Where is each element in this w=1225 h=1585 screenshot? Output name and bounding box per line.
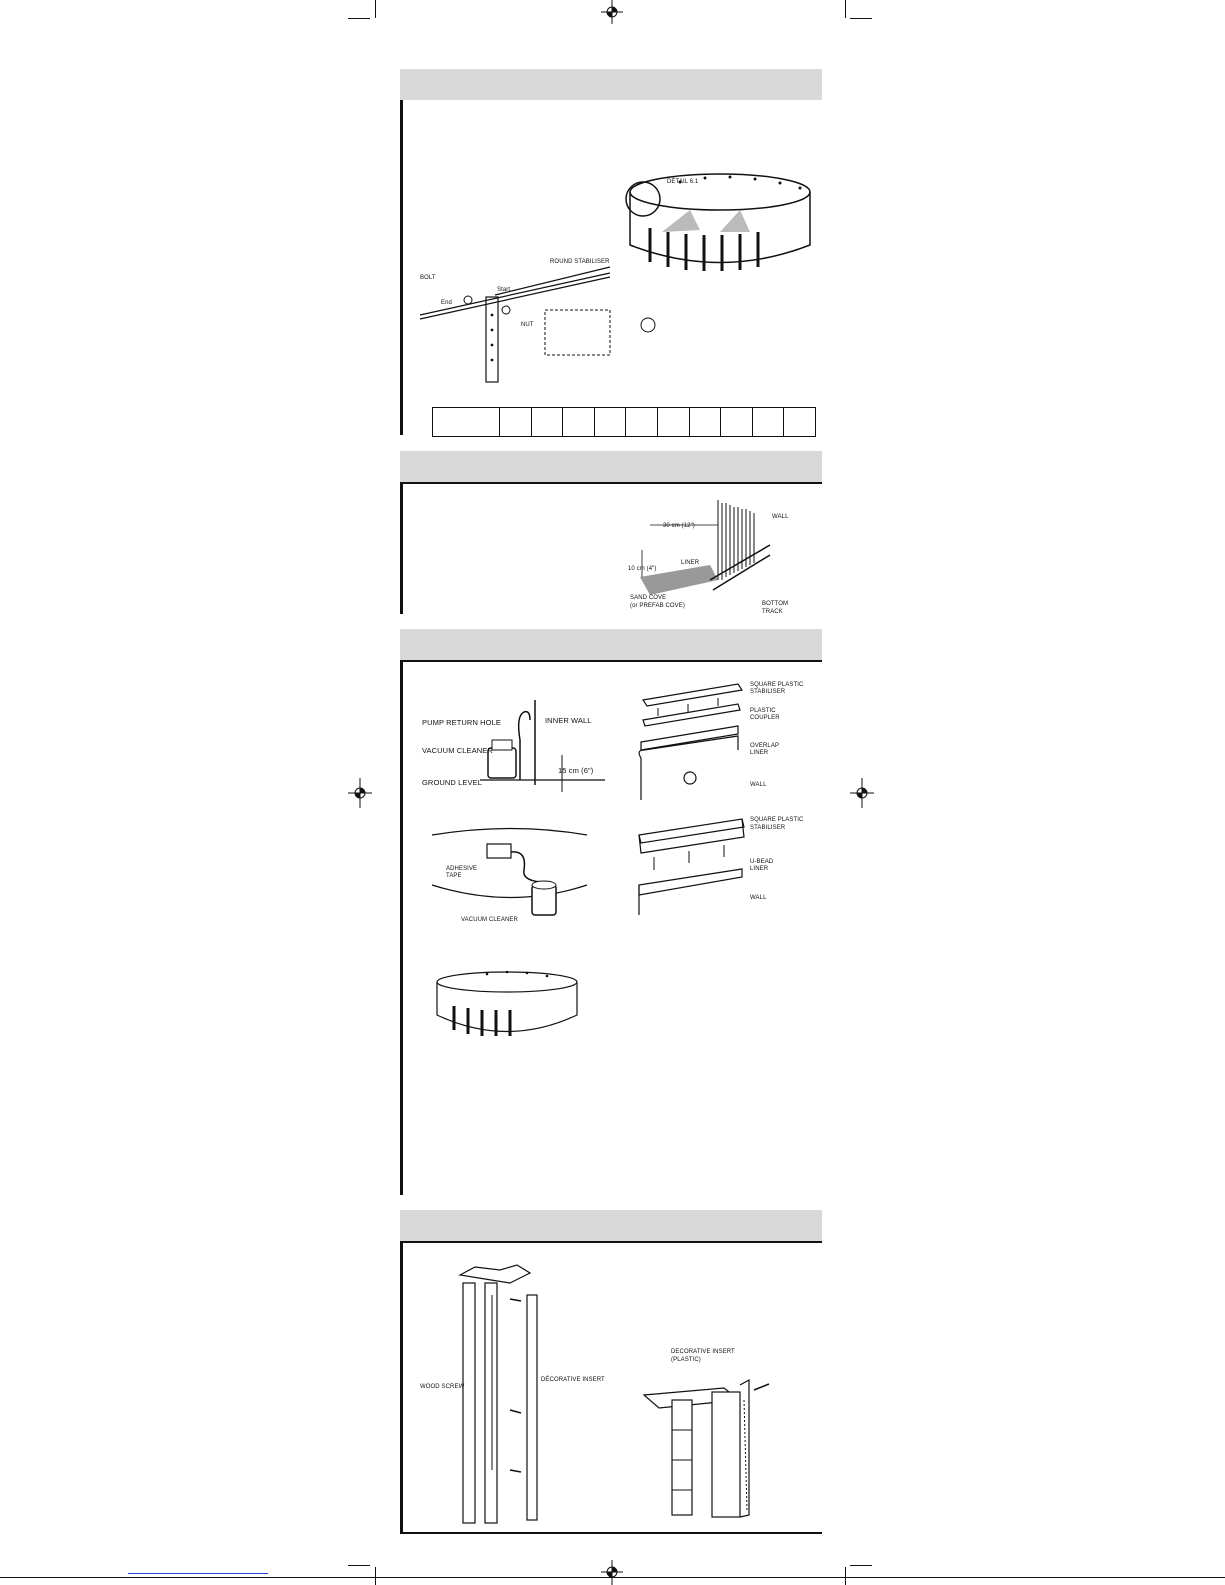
ubead-stabiliser-label-1: SQUARE PLASTIC xyxy=(750,817,804,823)
pump-return-hole-label: PUMP RETURN HOLE xyxy=(422,718,501,727)
bottom-track-label-2: TRACK xyxy=(762,609,783,615)
table-cell xyxy=(594,408,626,437)
ubead-liner-label-1: U-BEAD xyxy=(750,859,774,865)
plastic-coupler-label-2: COUPLER xyxy=(750,715,780,721)
ubead-stabiliser-label-2: STABILISER xyxy=(750,825,786,831)
registration-mark-bottom xyxy=(597,1560,627,1585)
section-4-header-band xyxy=(400,1210,822,1241)
table-cell xyxy=(784,408,816,437)
inner-wall-label: INNER WALL xyxy=(545,716,592,725)
square-stabiliser-label-1: SQUARE PLASTIC xyxy=(750,682,804,688)
detail-label: DÉTAIL 6.1 xyxy=(667,179,699,185)
height-label: 10 cm (4") xyxy=(628,566,657,572)
plastic-coupler-label-1: PLASTIC xyxy=(750,708,776,714)
overlap-liner-label-2: LINER xyxy=(750,750,769,756)
bottom-track-label-1: BOTTOM xyxy=(762,601,789,607)
distance-label: 30 cm (12") xyxy=(663,523,695,529)
section-2-top-rule xyxy=(400,482,822,484)
registration-mark-right xyxy=(850,778,874,808)
wall-label-1: WALL xyxy=(750,782,767,788)
spec-table xyxy=(432,407,816,437)
ubead-liner-label-2: LINER xyxy=(750,866,769,872)
section-2-left-rule xyxy=(400,482,403,614)
section-4-top-rule xyxy=(400,1241,822,1243)
section-3-left-rule xyxy=(400,660,403,1195)
plastic-coupler-figure xyxy=(638,680,748,800)
bolt-label: BOLT xyxy=(420,275,436,281)
adhesive-tape-label-2: TAPE xyxy=(446,873,462,879)
pump-vacuum-figure xyxy=(480,700,610,800)
nut-label: NUT xyxy=(521,322,534,328)
wood-screw-label: WOOD SCREW xyxy=(420,1384,465,1390)
table-cell xyxy=(626,408,658,437)
adhesive-tape-figure xyxy=(432,830,592,930)
table-cell xyxy=(721,408,753,437)
table-cell xyxy=(689,408,721,437)
round-stabiliser-label: ROUND STABILISER xyxy=(550,259,610,265)
clearance-label: 15 cm (6") xyxy=(558,766,594,775)
sand-cove-label-2: (or PREFAB COVE) xyxy=(630,603,685,609)
start-label: Start xyxy=(497,287,511,293)
top-ledge-insert-figure xyxy=(644,1360,784,1520)
vacuum-cleaner-label: VACUUM CLEANER xyxy=(422,746,493,755)
table-row xyxy=(433,408,816,437)
section-1-header-band xyxy=(400,69,822,100)
wall-label: WALL xyxy=(772,514,789,520)
sand-cove-label-1: SAND COVE xyxy=(630,595,667,601)
section-4-bottom-rule xyxy=(400,1532,822,1534)
stabiliser-assembly-figure xyxy=(420,255,660,385)
upright-insert-figure xyxy=(455,1265,565,1525)
liner-label: LINER xyxy=(681,560,700,566)
table-cell xyxy=(500,408,532,437)
overlap-liner-label-1: OVERLAP xyxy=(750,743,780,749)
decorative-insert-plastic-label-1: DECORATIVE INSERT xyxy=(671,1349,735,1355)
table-cell xyxy=(752,408,784,437)
wall-label-2: WALL xyxy=(750,895,767,901)
section-1-left-rule xyxy=(400,100,403,435)
section-3-header-band xyxy=(400,629,822,660)
decorative-insert-label: DÉCORATIVE INSERT xyxy=(541,1377,605,1383)
vacuum-cleaner-label-2: VACUUM CLEANER xyxy=(461,917,518,923)
table-cell xyxy=(433,408,500,437)
section-4-left-rule xyxy=(400,1241,403,1534)
end-label: End xyxy=(441,300,452,306)
adhesive-tape-label-1: ADHESIVE xyxy=(446,866,478,872)
ground-level-label: GROUND LEVEL xyxy=(422,778,482,787)
registration-mark-top xyxy=(597,0,627,30)
u-bead-figure xyxy=(634,815,749,915)
registration-mark-left xyxy=(348,778,372,808)
square-stabiliser-label-2: STABILISER xyxy=(750,689,786,695)
section-2-header-band xyxy=(400,451,822,482)
table-cell xyxy=(563,408,595,437)
table-cell xyxy=(657,408,689,437)
small-pool-figure xyxy=(432,970,582,1050)
table-cell xyxy=(531,408,563,437)
decorative-insert-plastic-label-2: (PLASTIC) xyxy=(671,1357,701,1363)
section-3-top-rule xyxy=(400,660,822,662)
